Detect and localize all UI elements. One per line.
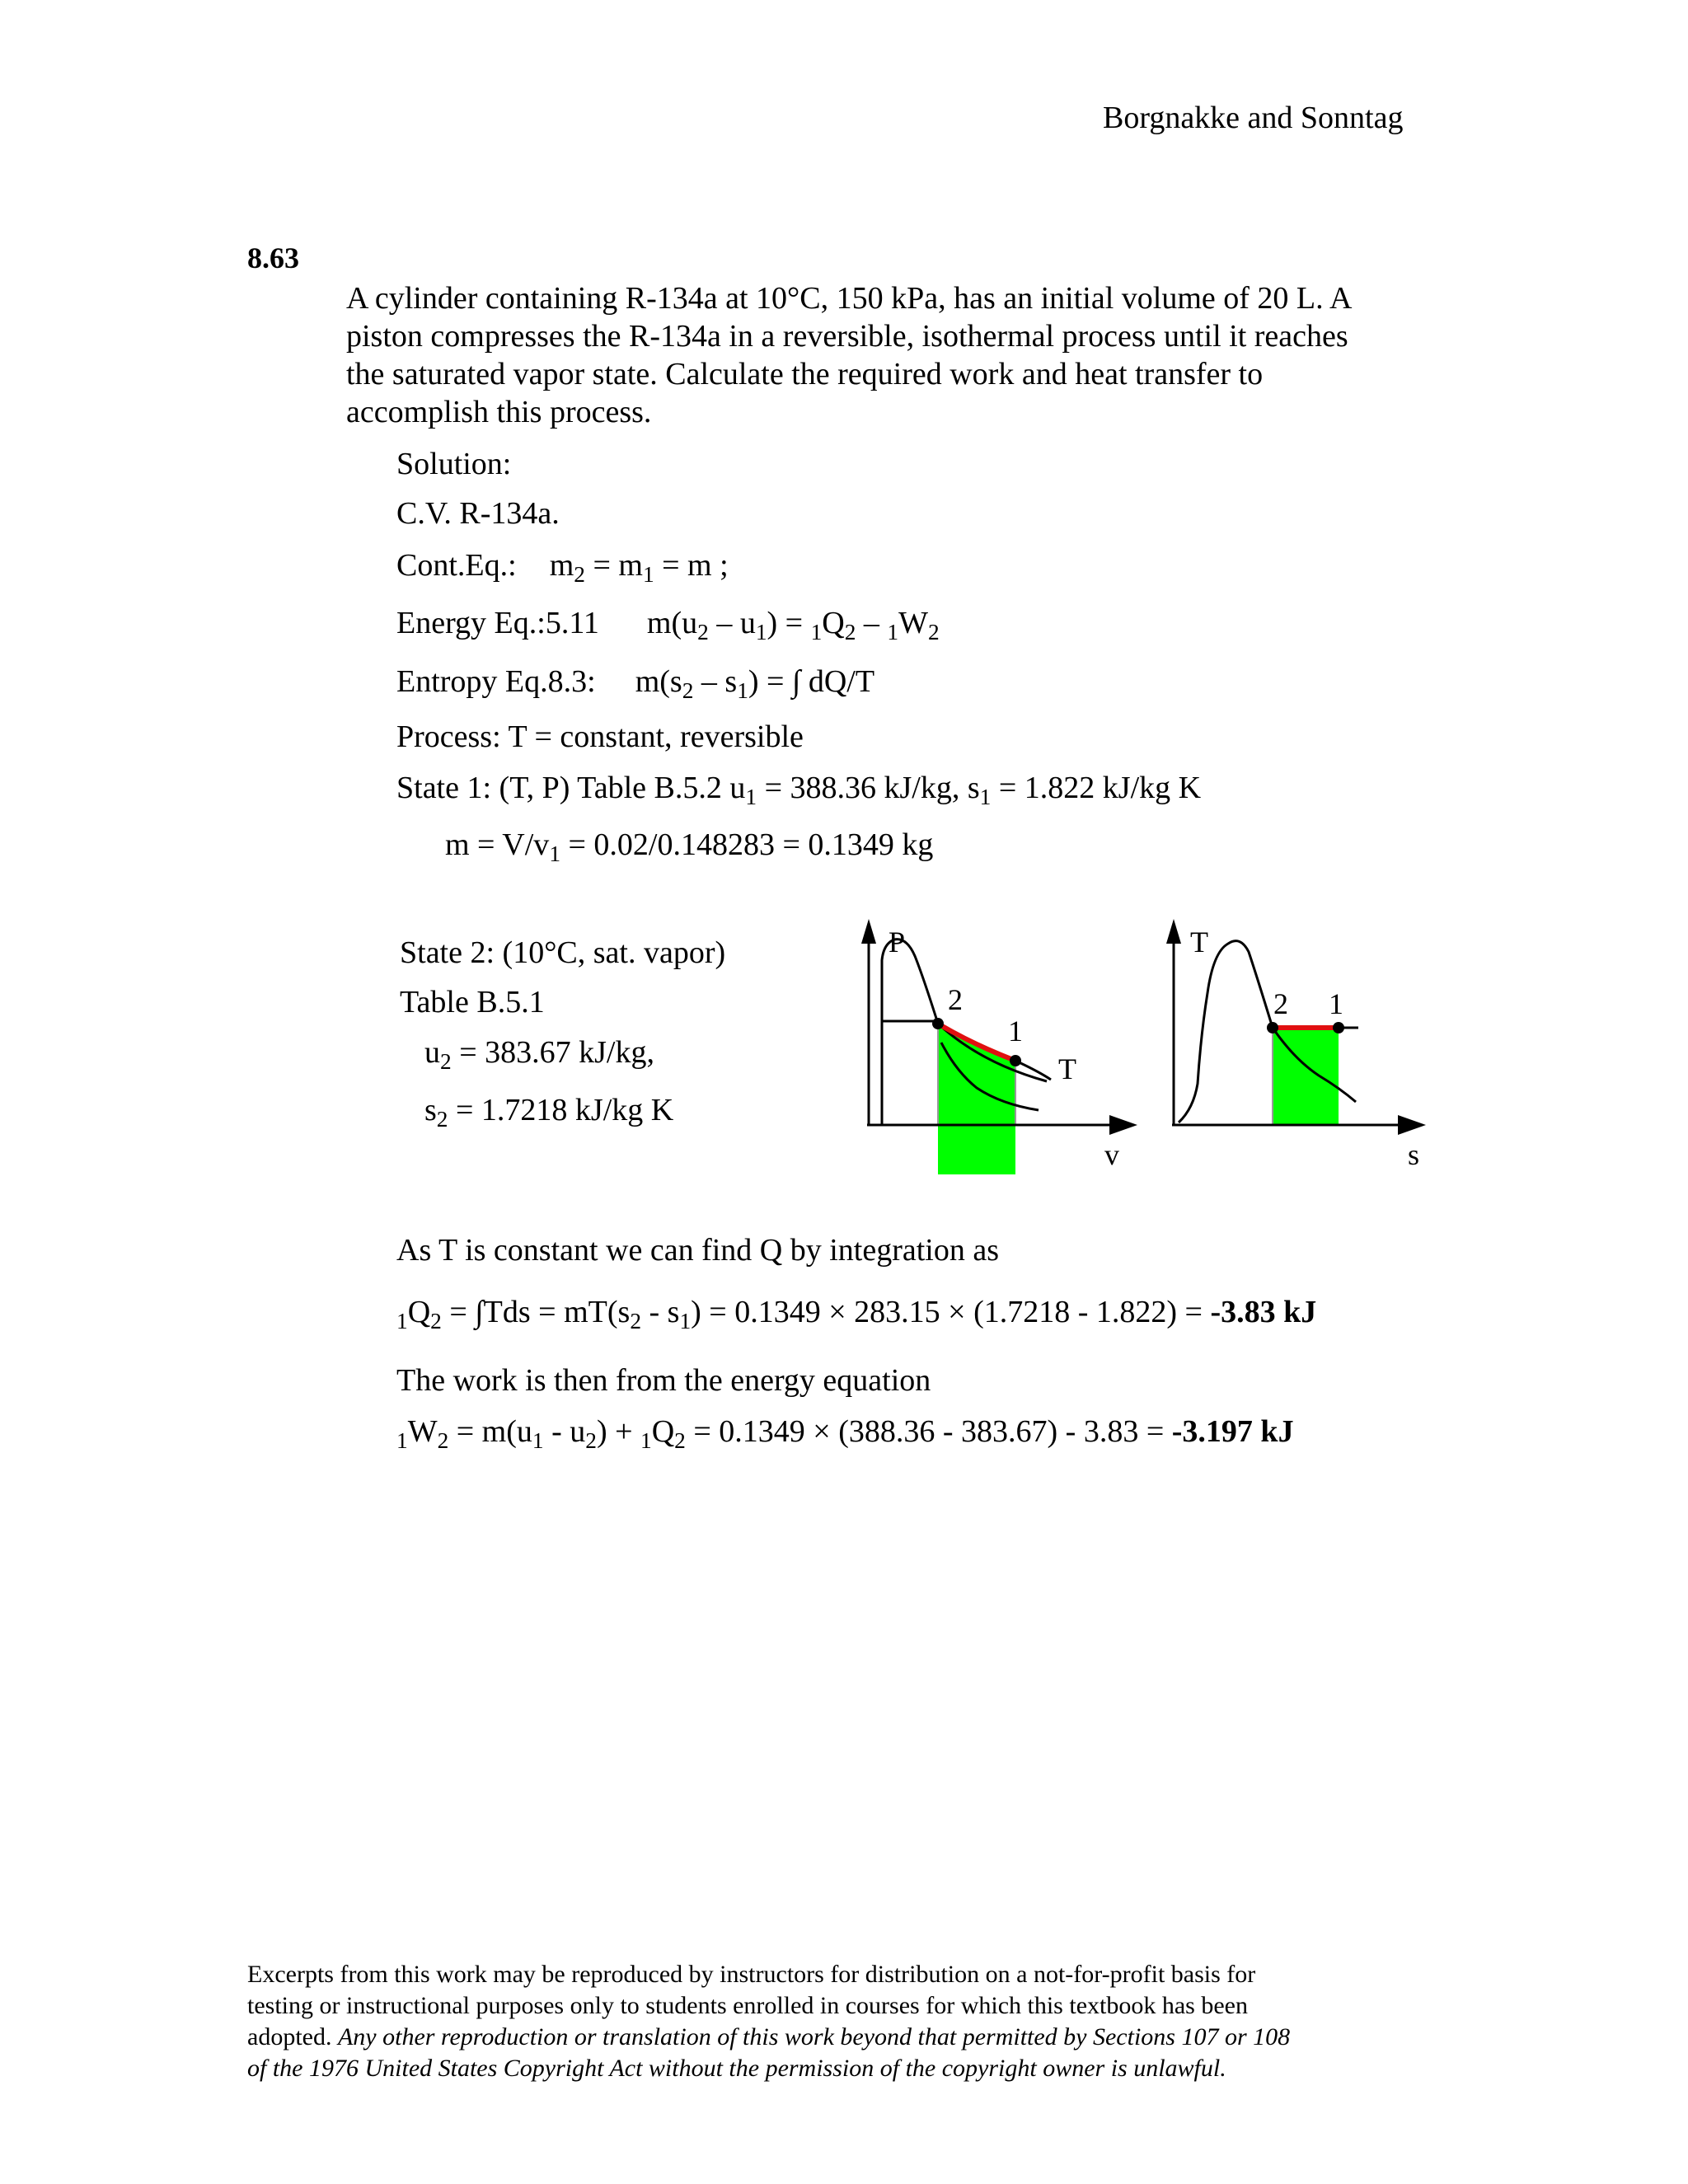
pv-state-2-label: 2 xyxy=(948,983,963,1016)
footer-line: of the 1976 United States Copyright Act without the permission of the copyright owner is unlawful. xyxy=(247,2055,1226,2082)
y-axis-arrow xyxy=(861,919,876,944)
copyright-footer xyxy=(247,1959,1290,2084)
state-1-point xyxy=(1333,1022,1344,1033)
state-2-entropy: $s_2 = 1.7218$ kJ/kg K xyxy=(424,1093,674,1132)
ts-state-1-label: 1 xyxy=(1329,987,1343,1020)
state-1-point xyxy=(1010,1055,1021,1066)
problem-number: 8.63 xyxy=(247,241,299,274)
statement-line: accomplish this process. xyxy=(346,395,652,429)
page-header-author: Borgnakke and Sonntag xyxy=(1103,101,1404,135)
y-axis-arrow xyxy=(1166,919,1181,944)
work-intro: The work is then from the energy equation xyxy=(396,1363,931,1398)
solution-heading: Solution: xyxy=(396,447,512,481)
work-result: -3.197 kJ xyxy=(1171,1414,1294,1449)
pv-y-axis-label: P xyxy=(889,926,906,958)
equation-label: Cont.Eq.: xyxy=(396,548,517,583)
control-volume: C.V. R-134a. xyxy=(396,496,560,531)
saturation-dome xyxy=(882,940,938,1125)
state-2-title: State 2: (10°C, sat. vapor) xyxy=(400,935,726,970)
state-2-point xyxy=(932,1018,944,1029)
statement-line: A cylinder containing R-134a at 10°C, 150 kPa, has an initial volume of 20 L. A xyxy=(346,281,1353,316)
energy-equation: Energy Eq.:5.11 $m(u_2 - u_1) = 1Q_2 - 1W_2$ xyxy=(396,606,940,645)
equation-label: Entropy Eq.8.3: xyxy=(396,664,596,699)
state-2-table: Table B.5.1 xyxy=(400,985,545,1019)
statement-line: the saturated vapor state. Calculate the required work and heat transfer to xyxy=(346,357,1264,391)
state-1-properties: State 1: (T, P) Table B.5.2 $u_1 = 388.36$ kJ/kg, $s_1 = 1.822$ kJ/kg K xyxy=(396,771,1202,810)
footer-line: testing or instructional purposes only to students enrolled in courses for which this textbook has been xyxy=(247,1992,1248,2019)
footer-line: adopted. Any other reproduction or translation of this work beyond that permitted by Sections 107 or 108 xyxy=(247,2023,1291,2050)
x-axis-arrowhead xyxy=(1109,1115,1137,1135)
work-equation: $1W_2 = m(u_1 - u_2) + 1Q_2 = 0.1349 \times (388.36 - 383.67) - 3.83 = -3.197$ kJ xyxy=(396,1414,1294,1454)
state-2-internal-energy: $u_2 = 383.67$ kJ/kg, xyxy=(424,1035,654,1075)
ts-diagram xyxy=(1154,919,1434,1174)
pv-diagram xyxy=(849,919,1146,1174)
process-description: Process: T = constant, reversible xyxy=(396,719,804,754)
equation-label: Energy Eq.:5.11 xyxy=(396,606,599,640)
statement-line: piston compresses the R-134a in a reversible, isothermal process until it reaches xyxy=(346,319,1348,354)
mass-calculation: $m = V/v_1 = 0.02/0.148283 = 0.1349$ kg xyxy=(445,827,934,867)
continuity-equation: Cont.Eq.: $m_2 = m_1 = m$ ; xyxy=(396,548,729,588)
ts-x-axis-label: s xyxy=(1408,1138,1420,1171)
heat-intro: As T is constant we can find Q by integration as xyxy=(396,1233,1000,1268)
x-axis-arrowhead xyxy=(1398,1115,1426,1135)
heat-transfer-equation: $1Q_2 = \int Tds = mT(s_2 - s_1) = 0.1349 \times 283.15 \times (1.7218 - 1.822) = -3.83$ kJ xyxy=(396,1295,1317,1334)
pv-state-1-label: 1 xyxy=(1008,1015,1023,1047)
footer-line: Excerpts from this work may be reproduced by instructors for distribution on a not-for-profit basis for xyxy=(247,1961,1256,1988)
heat-transfer-result: -3.83 kJ xyxy=(1210,1295,1317,1329)
entropy-equation: Entropy Eq.8.3: $m(s_2 - s_1)$ = ∫ dQ/T xyxy=(396,664,875,704)
ts-y-axis-label: T xyxy=(1190,926,1208,958)
pv-isotherm-label: T xyxy=(1058,1052,1076,1085)
ts-state-2-label: 2 xyxy=(1273,987,1288,1020)
saturation-dome xyxy=(1179,941,1273,1122)
pv-x-axis-label: v xyxy=(1104,1138,1119,1171)
state-2-point xyxy=(1267,1022,1278,1033)
